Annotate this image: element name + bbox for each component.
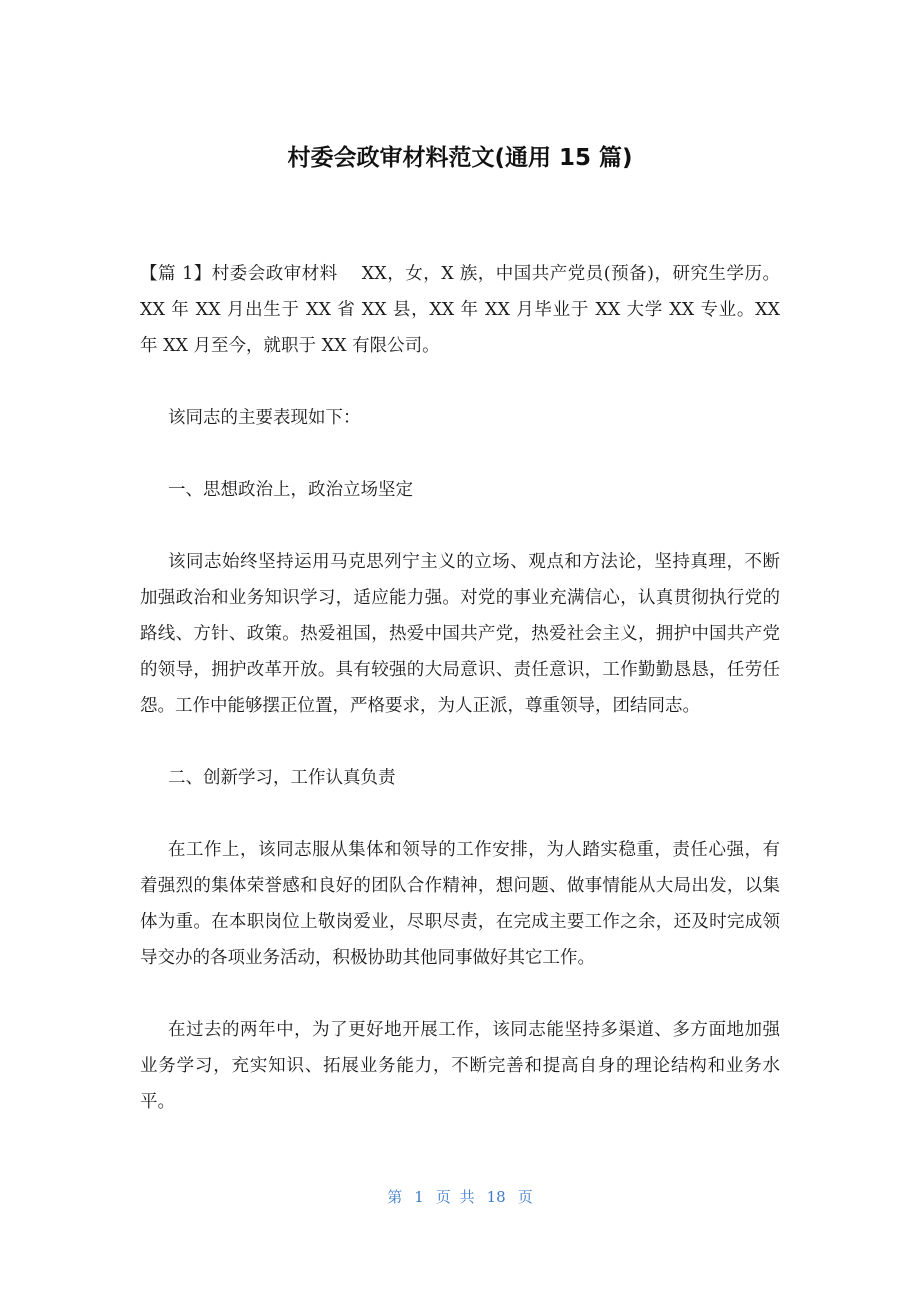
document-title: 村委会政审材料范文(通用 15 篇) — [287, 145, 633, 171]
footer-label-of: 页 共 — [435, 1188, 475, 1206]
paragraph-learning: 在过去的两年中，为了更好地开展工作，该同志能坚持多渠道、多方面地加强业务学习，充实知识、拓展业务能力，不断完善和提高自身的理论结构和业务水平。 — [140, 1020, 780, 1112]
footer-label-pages: 页 — [517, 1188, 533, 1206]
paragraph-intro: 【篇 1】村委会政审材料 XX，女，X 族，中国共产党员(预备)，研究生学历。XX 年 XX 月出生于 XX 省 XX 县，XX 年 XX 月毕业于 XX 大学 XX 专业。XX 年 XX 月至今，就职于 XX 有限公司。 — [140, 264, 780, 356]
document-body — [140, 256, 780, 1156]
footer-current-page: 1 — [414, 1188, 424, 1206]
footer-total-pages: 18 — [486, 1188, 506, 1206]
section-heading-work: 二、创新学习，工作认真负责 — [168, 768, 396, 788]
paragraph-politics: 该同志始终坚持运用马克思列宁主义的立场、观点和方法论，坚持真理，不断加强政治和业务知识学习，适应能力强。对党的事业充满信心，认真贯彻执行党的路线、方针、政策。热爱祖国，热爱中国共产党，热爱社会主义，拥护中国共产党的领导，拥护改革开放。具有较强的大局意识、责任意识，工作勤勤恳恳，任劳任怨。工作中能够摆正位置，严格要求，为人正派，尊重领导，团结同志。 — [140, 552, 780, 716]
paragraph-summary-lead: 该同志的主要表现如下： — [168, 408, 361, 428]
footer-label-page: 第 — [387, 1188, 403, 1206]
page-footer — [0, 1186, 920, 1208]
section-heading-politics: 一、思想政治上，政治立场坚定 — [168, 480, 413, 500]
paragraph-work: 在工作上，该同志服从集体和领导的工作安排，为人踏实稳重，责任心强，有着强烈的集体荣誉感和良好的团队合作精神，想问题、做事情能从大局出发，以集体为重。在本职岗位上敬岗爱业，尽职尽责，在完成主要工作之余，还及时完成领导交办的各项业务活动，积极协助其他同事做好其它工作。 — [140, 840, 780, 968]
